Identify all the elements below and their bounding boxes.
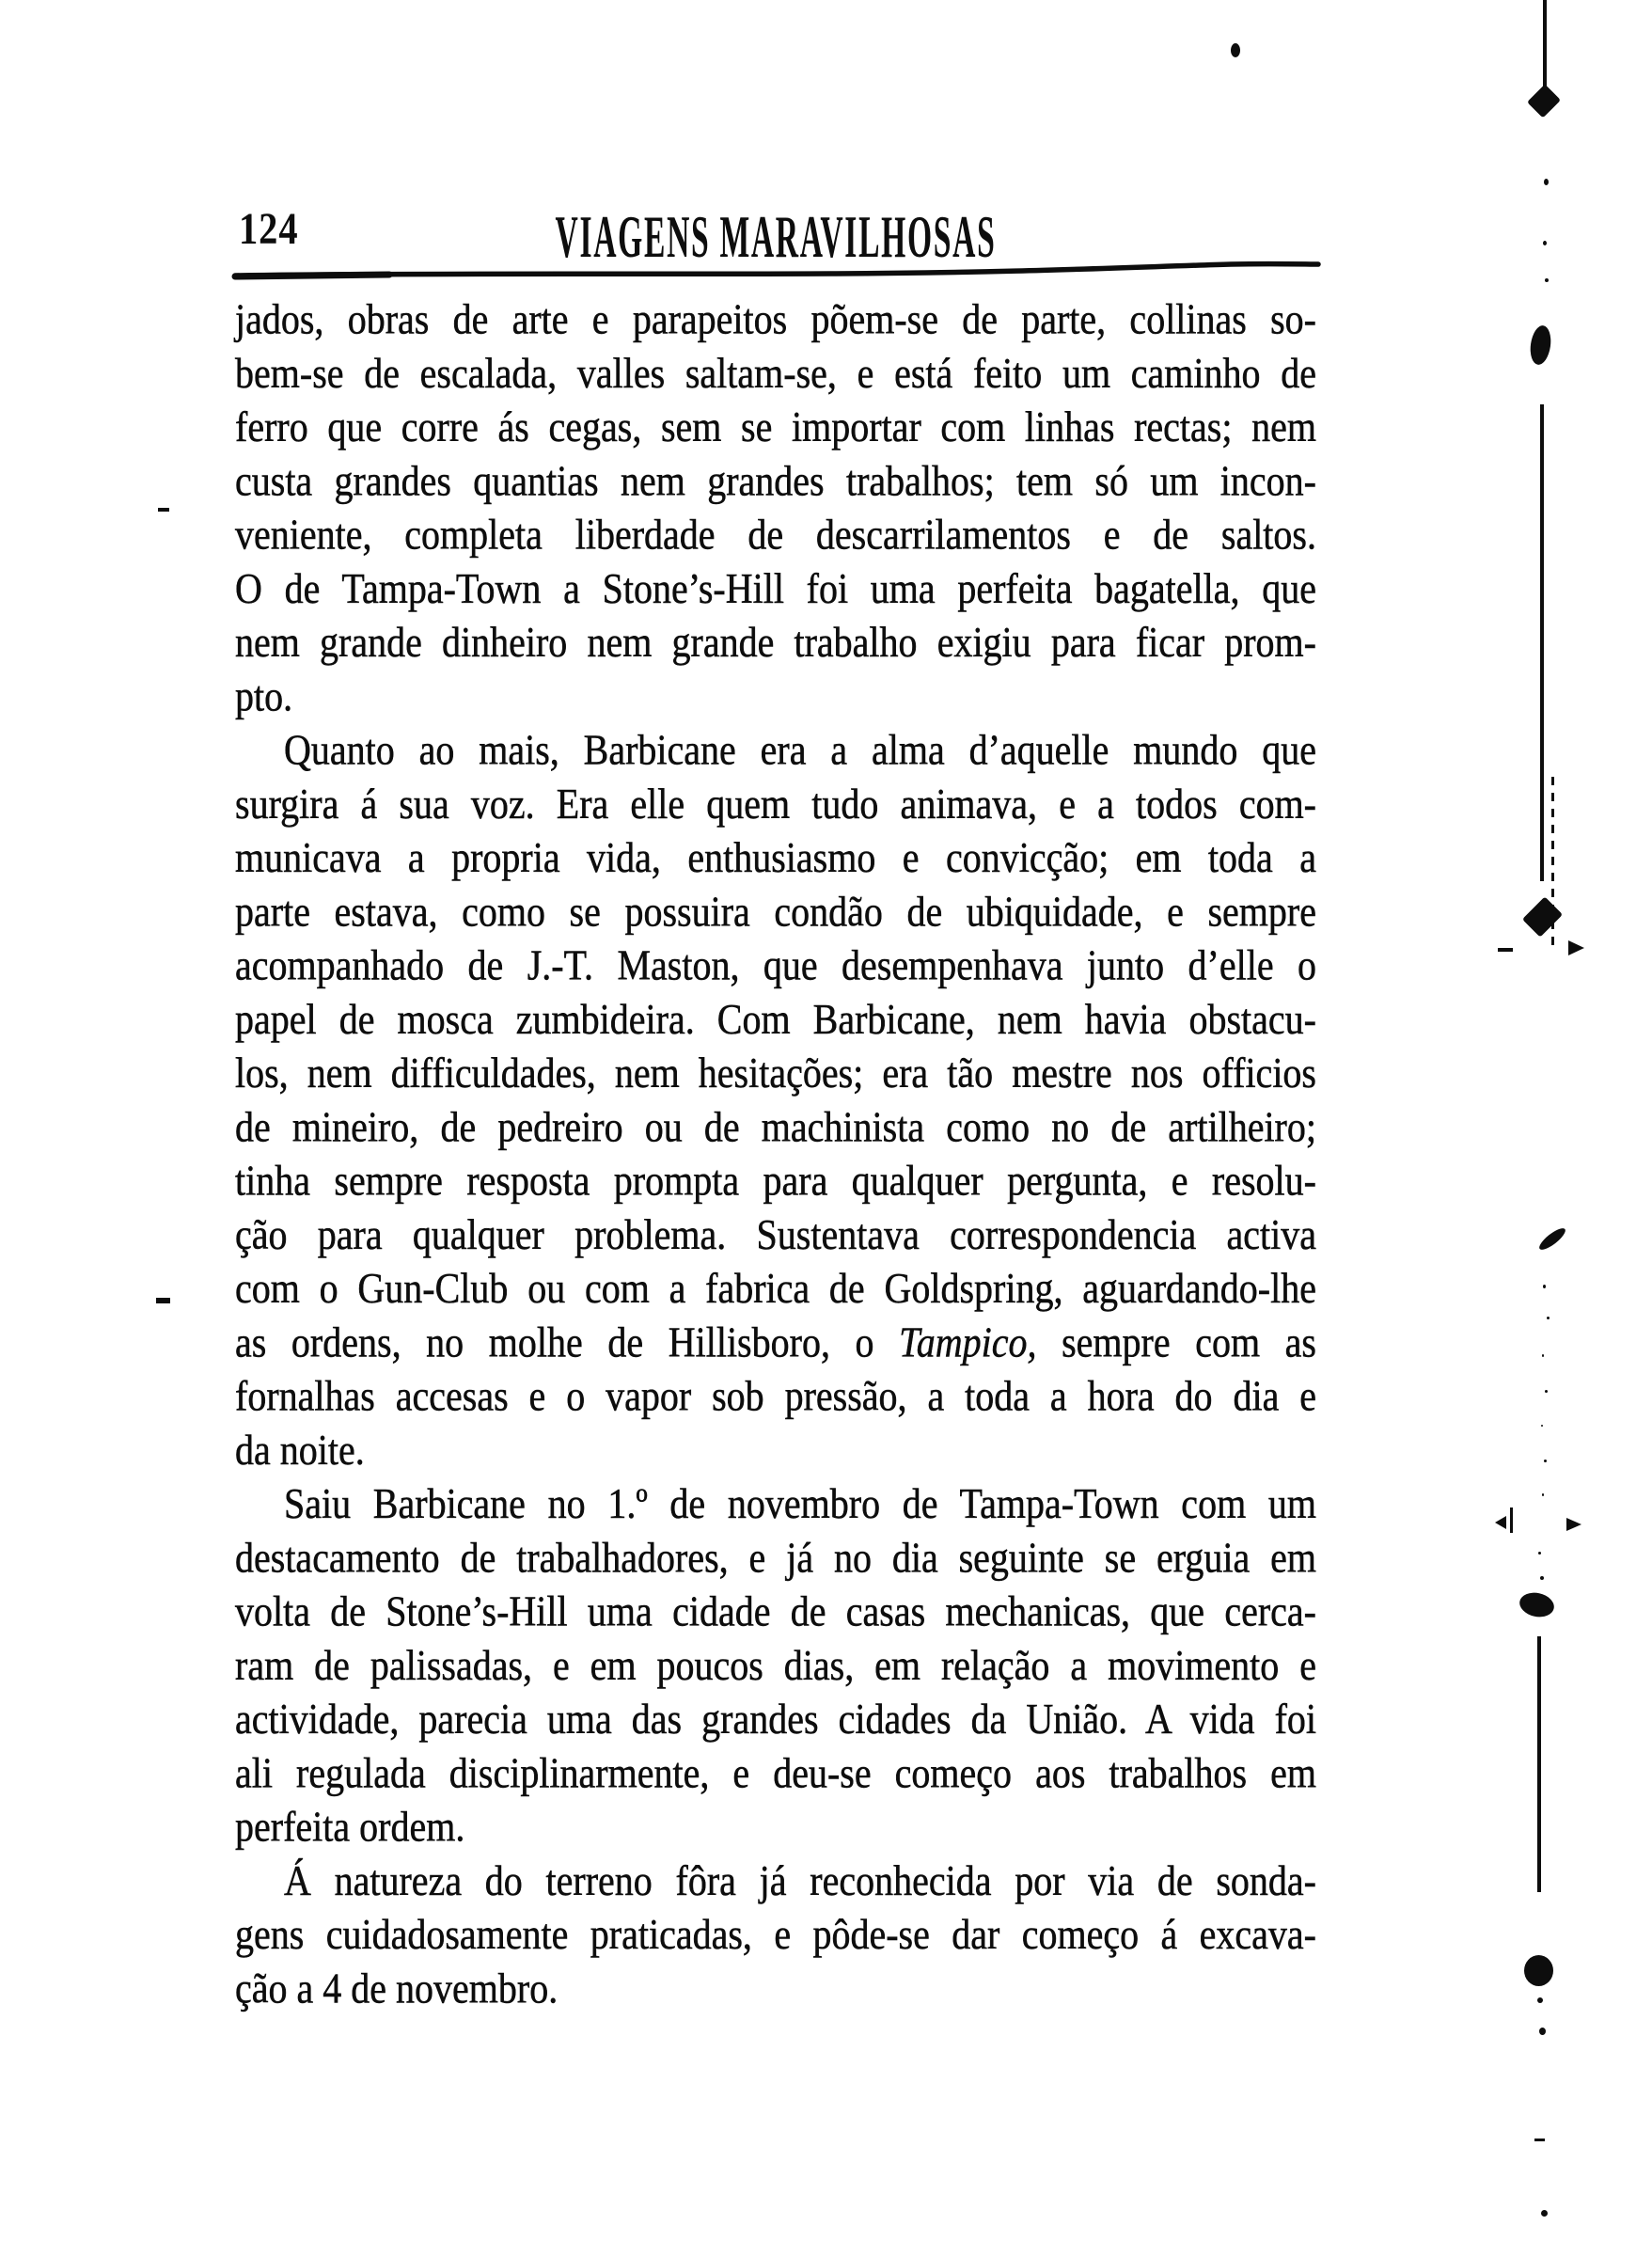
- text-line: Saiu Barbicane no 1.º de novembro de Tampa-Town com um: [284, 1478, 1316, 1528]
- ink-mark: [1510, 1507, 1513, 1533]
- text-line: ferro que corre ás cegas, sem se importar com linhas rectas; nem: [235, 402, 1316, 451]
- text-line: as ordens, no molhe de Hillisboro, o Tampico, sempre com as: [235, 1318, 1316, 1366]
- ink-mark: [1528, 324, 1553, 367]
- text-line: ali regulada disciplinarmente, e deu-se começo aos trabalhos em: [235, 1748, 1316, 1797]
- ink-mark: [1541, 1425, 1543, 1427]
- ink-mark: [1540, 1576, 1544, 1580]
- text-line: volta de Stone’s-Hill uma cidade de casas mechanicas, que cerca-: [235, 1586, 1316, 1635]
- ink-mark: [1542, 1493, 1544, 1496]
- ink-mark: [1231, 43, 1240, 57]
- page-body-text: [235, 292, 1316, 2015]
- header-rule: [229, 256, 1358, 284]
- ink-mark: [1566, 1518, 1581, 1531]
- ink-mark: [1534, 2139, 1545, 2141]
- ink-mark: [1537, 1636, 1541, 1892]
- text-line: ram de palissadas, e em poucos dias, em relação a movimento e: [235, 1640, 1316, 1690]
- ink-mark: [1540, 404, 1544, 881]
- text-line: parte estava, como se possuira condão de ubiquidade, e sempre: [235, 887, 1316, 936]
- text-line: bem-se de escalada, valles saltam-se, e está feito um caminho de: [235, 348, 1316, 398]
- text-line: gens cuidadosamente praticadas, e pôde-se dar começo á excava-: [235, 1909, 1316, 1959]
- text-line: da noite.: [235, 1425, 365, 1475]
- ink-mark: [1544, 179, 1549, 185]
- ink-mark: [1537, 1997, 1543, 2003]
- ink-mark: [1545, 278, 1549, 282]
- text-line: custa grandes quantias nem grandes trabalhos; tem só um incon-: [235, 456, 1316, 505]
- text-line: ção para qualquer problema. Sustentava correspondencia activa: [235, 1209, 1316, 1259]
- text-line: surgira á sua voz. Era elle quem tudo animava, e a todos com-: [235, 779, 1316, 829]
- text-line: jados, obras de arte e parapeitos põem-se de parte, collinas so-: [235, 294, 1316, 343]
- italic-word: Tampico,: [899, 1318, 1037, 1366]
- text-line: actividade, parecia uma das grandes cidades da União. A vida foi: [235, 1694, 1316, 1744]
- text-line: Quanto ao mais, Barbicane era a alma d’aquelle mundo que: [284, 725, 1316, 774]
- ink-mark: [1538, 1552, 1541, 1555]
- text-line: papel de mosca zumbideira. Com Barbicane, nem havia obstacu-: [235, 994, 1316, 1044]
- ink-mark: [1543, 0, 1547, 94]
- ink-mark: [1524, 1955, 1553, 1986]
- text-line: los, nem difficuldades, nem hesitações; era tão mestre nos officios: [235, 1048, 1316, 1097]
- running-header-title: VIAGENS MARAVILHOSAS: [555, 203, 997, 270]
- ink-mark: [1542, 1354, 1544, 1357]
- text-line: municava a propria vida, enthusiasmo e convicção; em toda a: [235, 832, 1316, 882]
- text-line: perfeita ordem.: [235, 1802, 465, 1851]
- ink-mark: [1539, 2028, 1546, 2035]
- text-line: acompanhado de J.-T. Maston, que desempenhava junto d’elle o: [235, 940, 1316, 989]
- ink-mark: [1536, 1225, 1568, 1254]
- ink-mark: [1568, 940, 1584, 955]
- ink-mark: [1544, 1460, 1547, 1462]
- ink-mark: [1543, 241, 1547, 245]
- text-line: tinha sempre resposta prompta para qualquer pergunta, e resolu-: [235, 1156, 1316, 1205]
- ink-mark: [1545, 1390, 1548, 1393]
- text-line: nem grande dinheiro nem grande trabalho exigiu para ficar prom-: [235, 617, 1316, 667]
- text-line: de mineiro, de pedreiro ou de machinista como no de artilheiro;: [235, 1102, 1316, 1151]
- ink-mark: [1543, 1285, 1546, 1288]
- text-line: Á natureza do terreno fôra já reconhecida por via de sonda-: [284, 1855, 1316, 1905]
- ink-mark: [1547, 1317, 1550, 1319]
- page-number: 124: [239, 203, 299, 254]
- ink-mark: [156, 1298, 170, 1303]
- ink-mark: [1495, 1516, 1506, 1529]
- ink-mark: [1498, 948, 1513, 952]
- text-line: O de Tampa-Town a Stone’s-Hill foi uma perfeita bagatella, que: [235, 563, 1316, 613]
- text-line: destacamento de trabalhadores, e já no dia seguinte se erguia em: [235, 1533, 1316, 1582]
- text-line: veniente, completa liberdade de descarrilamentos e de saltos.: [235, 510, 1316, 559]
- text-line: fornalhas accesas e o vapor sob pressão, a toda a hora do dia e: [235, 1371, 1316, 1420]
- text-line: com o Gun-Club ou com a fabrica de Goldspring, aguardando-lhe: [235, 1263, 1316, 1313]
- ink-mark: [1527, 84, 1561, 118]
- ink-mark: [1541, 2210, 1548, 2217]
- text-line: pto.: [235, 671, 293, 720]
- ink-mark: [1522, 896, 1563, 937]
- text-line: ção a 4 de novembro.: [235, 1964, 559, 2012]
- ink-mark: [158, 508, 169, 512]
- ink-mark: [1518, 1589, 1556, 1619]
